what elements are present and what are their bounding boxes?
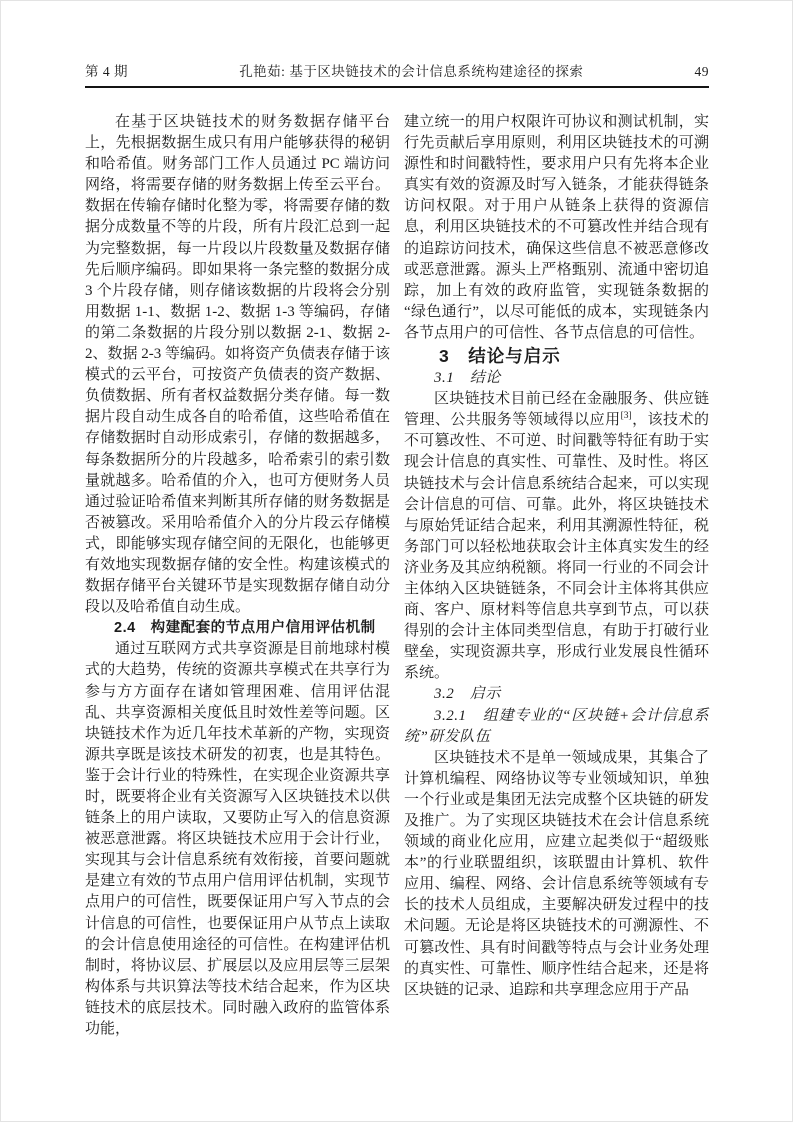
paragraph-credit-evaluation: 通过互联网方式共享资源是目前地球村模式的大趋势，传统的资源共享模式在共享行为参与方方面存在诸如管理困难、信用评估混乱、共享资源相关度低且时效性差等问题。区块链技术作为近几年技术革新的产物，实现资源共享既是该技术研发的初衷，也是其特色。鉴于会计行业的特殊性，在实现企业资源共享时，既要将企业有关资源写入区块链技术以供链条上的用户读取，又要防止写入的信息资源被恶意泄露。将区块链技术应用于会计行业，实现其与会计信息系统有效衔接，首要问题就是建立有效的节点用户信用评估机制，实现节点用户的可信性，既要保证用户写入节点的会计信息的可信性，也要保证用户从节点上读取的会计信息使用途径的可信性。在构建评估机制时，将协议层、扩展层以及应用层等三层架构体系与共识算法等技术结合起来，作为区块链技术的底层技术。同时融入政府的监管体系功能， [85,641,390,1038]
header-rule [85,86,709,88]
two-column-body [85,112,709,1040]
paragraph-continuation: 建立统一的用户权限许可协议和测试机制，实行先贡献后享用原则，利用区块链技术的可溯源性和时间戳特性，要求用户只有先将本企业真实有效的资源及时写入链条，才能获得链条访问权限。对于用户从链条上获得的资源信息，利用区块链技术的不可篡改性并结合现有的追踪访问技术，确保这些信息不被恶意修改或恶意泄露。源头上严格甄别、流通中密切追踪，加上有效的政府监管，实现链条数据的“绿色通行”，以尽可能低的成本，实现链条内各节点用户的可信性、各节点信息的可信性。 [404,114,709,341]
text-column-right [404,112,709,1040]
conclusion-text-before-citation: 区块链技术目前已经在金融服务、供应链管理、公共服务等领域得以应用 [404,391,709,429]
paragraph-research-team: 区块链技术不是单一领域成果，其集合了计算机编程、网络协议等专业领域知识，单独一个行业或是集团无法完成整个区块链的研发及推广。为了实现区块链技术在会计信息系统领域的商业化应用，应建立起类似于“超级账本”的行业联盟组织，该联盟由计算机、软件应用、编程、网络、会计信息系统等领域有专长的技术人员组成，主要解决研发过程中的技术问题。无论是将区块链技术的可溯源性、不可篡改性、具有时间戳等特点与会计业务处理的真实性、可靠性、顺序性结合起来，还是将区块链的记录、追踪和共享理念应用于产品 [404,749,709,998]
journal-issue: 第 4 期 [85,64,128,79]
section-heading-3-2-1: 3.2.1 组建专业的“区块链+会计信息系统”研发队伍 [404,707,709,745]
section-heading-3: 3 结论与启示 [439,346,561,367]
page-number: 49 [694,64,709,79]
section-heading-3-2: 3.2 启示 [434,686,501,703]
section-heading-2-4: 2.4 构建配套的节点用户信用评估机制 [114,620,376,637]
running-title: 孔艳茹: 基于区块链技术的会计信息系统构建途径的探索 [239,64,584,79]
paragraph-conclusion [404,389,709,684]
citation-ref-3: [3] [620,411,632,422]
conclusion-text-after-citation: ，该技术的不可篡改性、不可逆、时间戳等特征有助于实现会计信息的真实性、可靠性、及时性。将区块链技术与会计信息系统结合起来，可以实现会计信息的可信、可靠。此外，将区块链技术与原始凭证结合起来，利用其溯源性特征，税务部门可以轻松地获取会计主体真实发生的经济业务及其应纳税额。将同一行业的不同会计主体纳入区块链链条，不同会计主体将其供应商、客户、原材料等信息共享到节点，可以获得别的会计主体同类型信息，有助于打破行业壁垒，实现资源共享，形成行业发展良性循环系统。 [404,412,709,682]
running-header [85,60,709,80]
paragraph-cloud-storage: 在基于区块链技术的财务数据存储平台上，先根据数据生成只有用户能够获得的秘钥和哈希值。财务部门工作人员通过 PC 端访问网络，将需要存储的财务数据上传至云平台。数据在传输存储时化整为零，将需要存储的数据分成数量不等的片段，所有片段汇总到一起为完整数据，每一片段以片段数量及数据存储先后顺序编码。即如果将一条完整的数据分成 3 个片段存储，则存储该数据的片段将会分别用数据 1-1、数据 1-2、数据 1-3 等编码，存储的第二条数据的片段分别以数据 2-1、数据 2-2、数据 2-3 等编码。如将资产负债表存储于该模式的云平台，可按资产负债表的资产数据、负债数据、所有者权益数据分类存储。每一数据片段自动生成各自的哈希值，这些哈希值在存储数据时自动形成索引，存储的数据越多，每条数据所分的片段越多，哈希索引的索引数量就越多。哈希值的介入，也可方便财务人员通过验证哈希值来判断其所存储的财务数据是否被篡改。采用哈希值介入的分片段云存储模式，即能够实现存储空间的无限化，也能够更有效地实现数据存储的安全性。构建该模式的数据存储平台关键环节是实现数据存储自动分段以及哈希值自动生成。 [85,114,390,616]
text-column-left [85,112,390,1040]
section-heading-3-1: 3.1 结论 [434,370,501,387]
